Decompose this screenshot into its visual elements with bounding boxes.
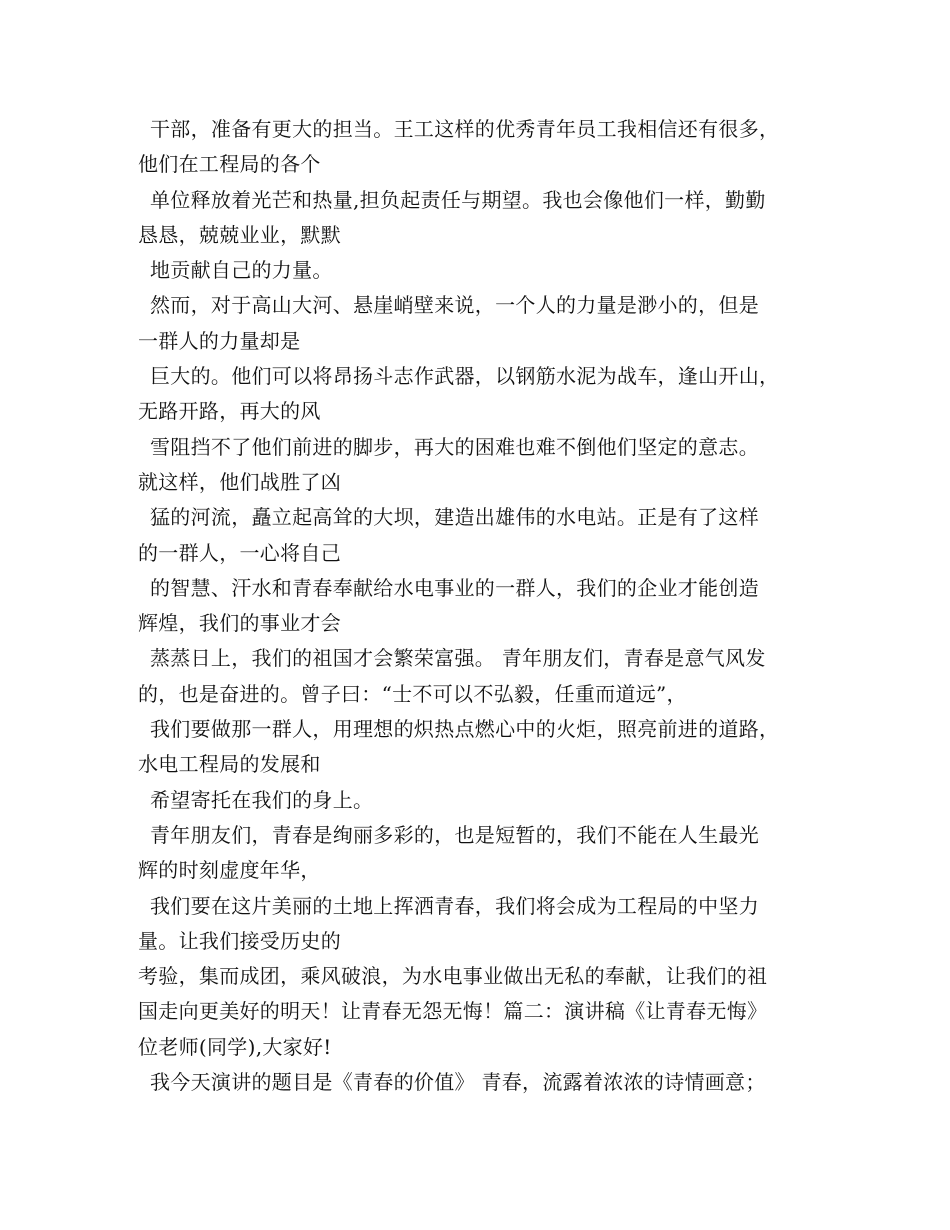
body-text (138, 112, 828, 1100)
text-line: 的智慧、汗水和青春奉献给水电事业的一群人，我们的企业才能创造 (150, 575, 759, 600)
text-line: 我们要在这片美丽的土地上挥洒青春，我们将会成为工程局的中坚力 (150, 893, 759, 918)
text-line: 希望寄托在我们的身上。 (150, 787, 374, 812)
text-line: 地贡献自己的力量。 (150, 258, 333, 283)
text-line: 蒸蒸日上，我们的祖国才会繁荣富强。 青年朋友们，青春是意气风发 (150, 646, 766, 671)
text-line: 干部，准备有更大的担当。王工这样的优秀青年员工我相信还有很多， (150, 117, 780, 141)
text-line: 然而，对于高山大河、悬崖峭壁来说，一个人的力量是渺小的，但是 (150, 293, 759, 318)
text-line: 位老师(同学),大家好! (138, 1034, 332, 1059)
text-line: 的一群人，一心将自己 (138, 540, 341, 565)
text-line: 雪阻挡不了他们前进的脚步，再大的困难也难不倒他们坚定的意志。 (150, 434, 759, 459)
text-line: 我们要做那一群人，用理想的炽热点燃心中的火炬，照亮前进的道路， (150, 717, 780, 742)
text-line: 水电工程局的发展和 (138, 752, 321, 777)
text-line: 的，也是奋进的。曾子曰：“士不可以不弘毅，任重而道远”， (138, 681, 687, 706)
text-line: 巨大的。他们可以将昂扬斗志作武器，以钢筋水泥为战车，逢山开山， (150, 364, 780, 389)
text-line: 我今天演讲的题目是《青春的价值》 青春，流露着浓浓的诗情画意； (150, 1070, 766, 1095)
text-line: 就这样，他们战胜了凶 (138, 469, 341, 494)
text-line: 无路开路，再大的风 (138, 399, 321, 424)
text-line: 恳恳，兢兢业业，默默 (138, 222, 341, 247)
text-line: 国走向更美好的明天！让青春无怨无悔！篇二：演讲稿《让青春无悔》 (138, 999, 768, 1024)
text-line: 辉的时刻虚度年华， (138, 858, 321, 883)
text-line: 量。让我们接受历史的 (138, 928, 341, 953)
text-line: 考验，集而成团，乘风破浪，为水电事业做出无私的奉献，让我们的祖 (138, 964, 768, 989)
text-line: 辉煌，我们的事业才会 (138, 611, 341, 636)
text-line: 他们在工程局的各个 (138, 152, 321, 177)
text-line: 青年朋友们，青春是绚丽多彩的，也是短暂的，我们不能在人生最光 (150, 822, 759, 847)
text-line: 猛的河流，矗立起高耸的大坝，建造出雄伟的水电站。正是有了这样 (150, 505, 759, 530)
text-line: 一群人的力量却是 (138, 328, 301, 353)
text-line: 单位释放着光芒和热量,担负起责任与期望。我也会像他们一样，勤勤 (150, 187, 766, 212)
